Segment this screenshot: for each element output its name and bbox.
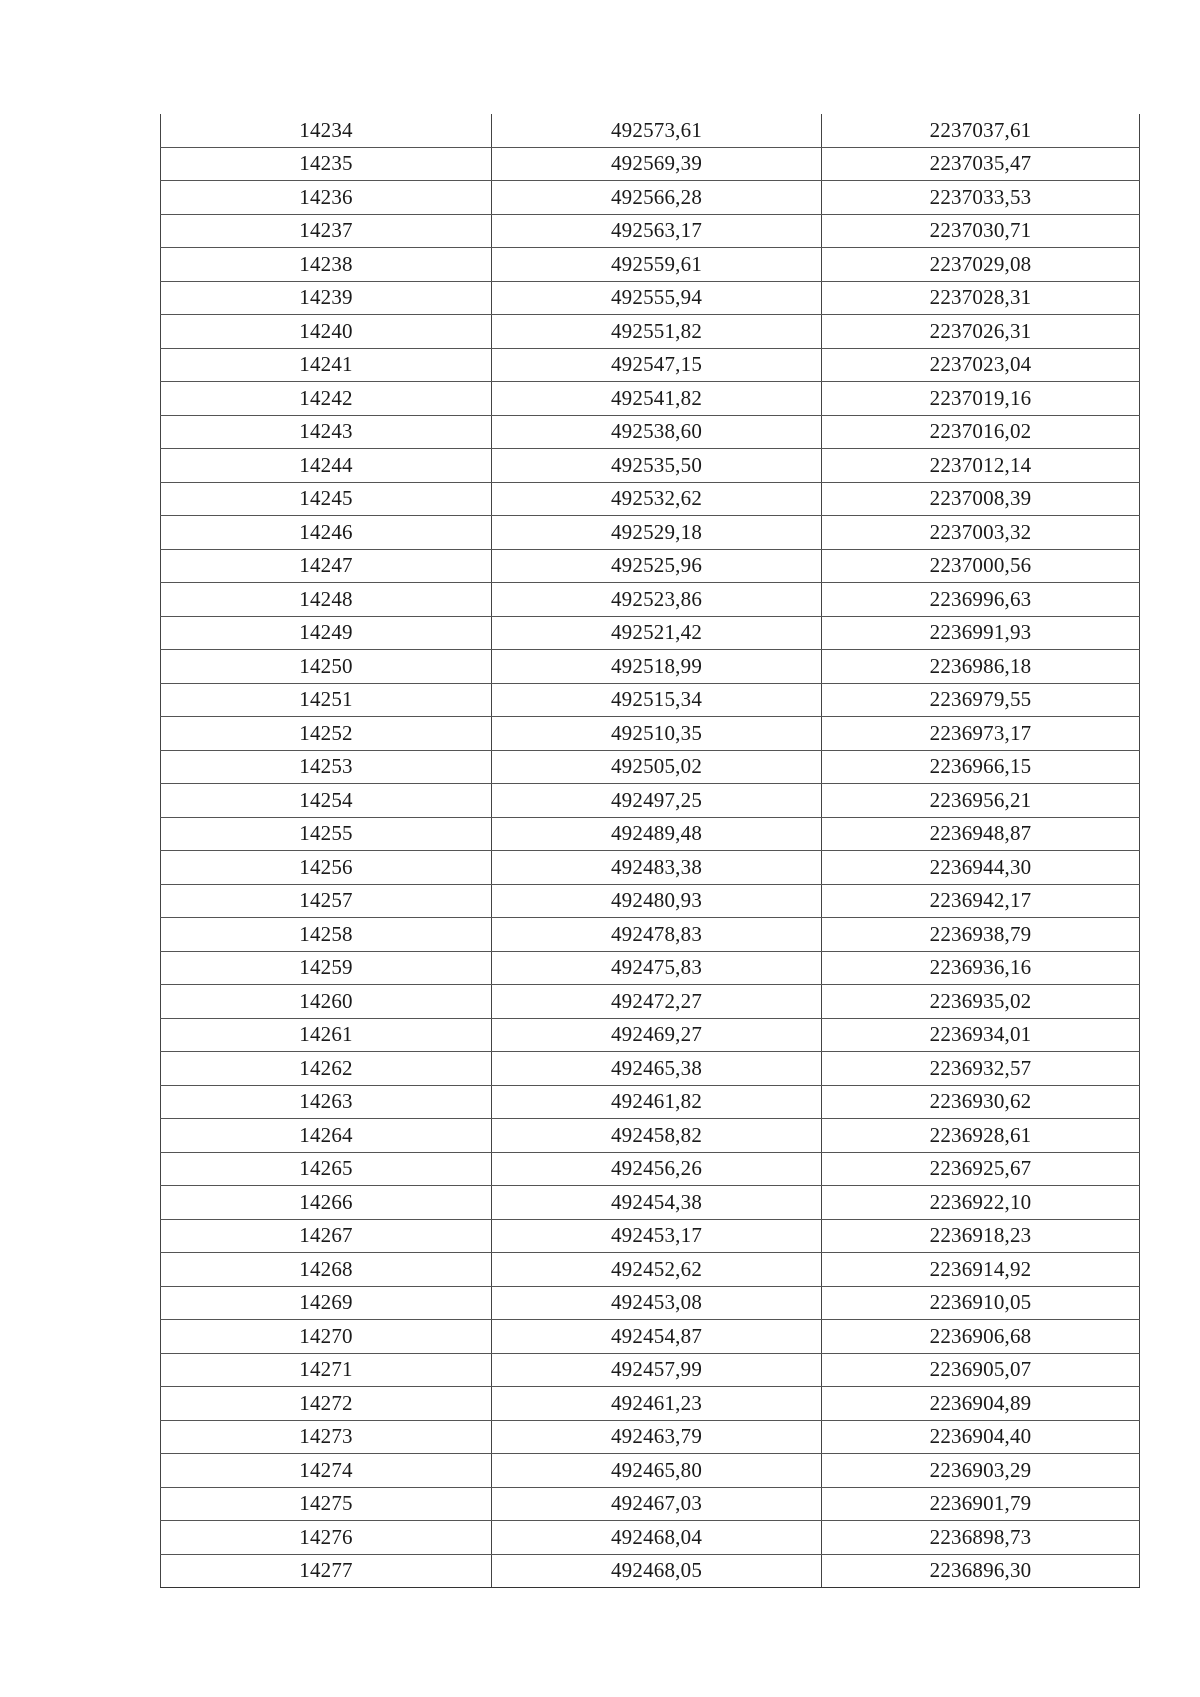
point-number-cell: 14259 bbox=[161, 951, 492, 985]
table-row bbox=[161, 1387, 1140, 1421]
x-coordinate-cell: 492515,34 bbox=[492, 683, 822, 717]
table-row bbox=[161, 918, 1140, 952]
table-row bbox=[161, 415, 1140, 449]
point-number-cell: 14249 bbox=[161, 616, 492, 650]
y-coordinate-cell: 2236944,30 bbox=[822, 851, 1140, 885]
x-coordinate-cell: 492456,26 bbox=[492, 1152, 822, 1186]
x-coordinate-cell: 492525,96 bbox=[492, 549, 822, 583]
y-coordinate-cell: 2237028,31 bbox=[822, 281, 1140, 315]
y-coordinate-cell: 2237029,08 bbox=[822, 248, 1140, 282]
y-coordinate-cell: 2236942,17 bbox=[822, 884, 1140, 918]
table-row bbox=[161, 1253, 1140, 1287]
x-coordinate-cell: 492489,48 bbox=[492, 817, 822, 851]
x-coordinate-cell: 492510,35 bbox=[492, 717, 822, 751]
y-coordinate-cell: 2236934,01 bbox=[822, 1018, 1140, 1052]
y-coordinate-cell: 2236922,10 bbox=[822, 1186, 1140, 1220]
x-coordinate-cell: 492518,99 bbox=[492, 650, 822, 684]
x-coordinate-cell: 492472,27 bbox=[492, 985, 822, 1019]
x-coordinate-cell: 492535,50 bbox=[492, 449, 822, 483]
x-coordinate-cell: 492563,17 bbox=[492, 214, 822, 248]
point-number-cell: 14253 bbox=[161, 750, 492, 784]
point-number-cell: 14248 bbox=[161, 583, 492, 617]
y-coordinate-cell: 2236966,15 bbox=[822, 750, 1140, 784]
table-row bbox=[161, 817, 1140, 851]
y-coordinate-cell: 2236898,73 bbox=[822, 1521, 1140, 1555]
table-row bbox=[161, 1052, 1140, 1086]
x-coordinate-cell: 492454,38 bbox=[492, 1186, 822, 1220]
table-row bbox=[161, 1420, 1140, 1454]
x-coordinate-cell: 492480,93 bbox=[492, 884, 822, 918]
x-coordinate-cell: 492469,27 bbox=[492, 1018, 822, 1052]
table-row bbox=[161, 214, 1140, 248]
table-row bbox=[161, 1554, 1140, 1588]
x-coordinate-cell: 492454,87 bbox=[492, 1320, 822, 1354]
y-coordinate-cell: 2236938,79 bbox=[822, 918, 1140, 952]
point-number-cell: 14242 bbox=[161, 382, 492, 416]
table-row bbox=[161, 248, 1140, 282]
y-coordinate-cell: 2236928,61 bbox=[822, 1119, 1140, 1153]
y-coordinate-cell: 2236973,17 bbox=[822, 717, 1140, 751]
table-row bbox=[161, 583, 1140, 617]
x-coordinate-cell: 492532,62 bbox=[492, 482, 822, 516]
x-coordinate-cell: 492467,03 bbox=[492, 1487, 822, 1521]
point-number-cell: 14240 bbox=[161, 315, 492, 349]
y-coordinate-cell: 2236918,23 bbox=[822, 1219, 1140, 1253]
point-number-cell: 14266 bbox=[161, 1186, 492, 1220]
x-coordinate-cell: 492463,79 bbox=[492, 1420, 822, 1454]
x-coordinate-cell: 492523,86 bbox=[492, 583, 822, 617]
point-number-cell: 14260 bbox=[161, 985, 492, 1019]
x-coordinate-cell: 492457,99 bbox=[492, 1353, 822, 1387]
y-coordinate-cell: 2237000,56 bbox=[822, 549, 1140, 583]
x-coordinate-cell: 492497,25 bbox=[492, 784, 822, 818]
table-row bbox=[161, 449, 1140, 483]
point-number-cell: 14277 bbox=[161, 1554, 492, 1588]
point-number-cell: 14257 bbox=[161, 884, 492, 918]
y-coordinate-cell: 2236935,02 bbox=[822, 985, 1140, 1019]
point-number-cell: 14237 bbox=[161, 214, 492, 248]
x-coordinate-cell: 492461,82 bbox=[492, 1085, 822, 1119]
x-coordinate-cell: 492458,82 bbox=[492, 1119, 822, 1153]
y-coordinate-cell: 2237035,47 bbox=[822, 147, 1140, 181]
x-coordinate-cell: 492573,61 bbox=[492, 114, 822, 147]
x-coordinate-cell: 492475,83 bbox=[492, 951, 822, 985]
table-row bbox=[161, 784, 1140, 818]
point-number-cell: 14234 bbox=[161, 114, 492, 147]
y-coordinate-cell: 2237026,31 bbox=[822, 315, 1140, 349]
table-row bbox=[161, 616, 1140, 650]
x-coordinate-cell: 492541,82 bbox=[492, 382, 822, 416]
point-number-cell: 14245 bbox=[161, 482, 492, 516]
y-coordinate-cell: 2236910,05 bbox=[822, 1286, 1140, 1320]
table-row bbox=[161, 1454, 1140, 1488]
table-row bbox=[161, 884, 1140, 918]
point-number-cell: 14244 bbox=[161, 449, 492, 483]
x-coordinate-cell: 492478,83 bbox=[492, 918, 822, 952]
point-number-cell: 14252 bbox=[161, 717, 492, 751]
x-coordinate-cell: 492453,08 bbox=[492, 1286, 822, 1320]
point-number-cell: 14256 bbox=[161, 851, 492, 885]
point-number-cell: 14238 bbox=[161, 248, 492, 282]
y-coordinate-cell: 2236925,67 bbox=[822, 1152, 1140, 1186]
y-coordinate-cell: 2236930,62 bbox=[822, 1085, 1140, 1119]
point-number-cell: 14272 bbox=[161, 1387, 492, 1421]
point-number-cell: 14269 bbox=[161, 1286, 492, 1320]
y-coordinate-cell: 2237012,14 bbox=[822, 449, 1140, 483]
point-number-cell: 14255 bbox=[161, 817, 492, 851]
y-coordinate-cell: 2236904,89 bbox=[822, 1387, 1140, 1421]
x-coordinate-cell: 492505,02 bbox=[492, 750, 822, 784]
y-coordinate-cell: 2236991,93 bbox=[822, 616, 1140, 650]
x-coordinate-cell: 492452,62 bbox=[492, 1253, 822, 1287]
y-coordinate-cell: 2236932,57 bbox=[822, 1052, 1140, 1086]
table-row bbox=[161, 1085, 1140, 1119]
table-row bbox=[161, 1186, 1140, 1220]
y-coordinate-cell: 2236903,29 bbox=[822, 1454, 1140, 1488]
table-row bbox=[161, 181, 1140, 215]
point-number-cell: 14263 bbox=[161, 1085, 492, 1119]
x-coordinate-cell: 492559,61 bbox=[492, 248, 822, 282]
y-coordinate-cell: 2236956,21 bbox=[822, 784, 1140, 818]
point-number-cell: 14235 bbox=[161, 147, 492, 181]
x-coordinate-cell: 492529,18 bbox=[492, 516, 822, 550]
table-row bbox=[161, 951, 1140, 985]
x-coordinate-cell: 492461,23 bbox=[492, 1387, 822, 1421]
point-number-cell: 14270 bbox=[161, 1320, 492, 1354]
y-coordinate-cell: 2237019,16 bbox=[822, 382, 1140, 416]
y-coordinate-cell: 2236948,87 bbox=[822, 817, 1140, 851]
table-row bbox=[161, 1219, 1140, 1253]
table-row bbox=[161, 348, 1140, 382]
y-coordinate-cell: 2236905,07 bbox=[822, 1353, 1140, 1387]
x-coordinate-cell: 492521,42 bbox=[492, 616, 822, 650]
point-number-cell: 14273 bbox=[161, 1420, 492, 1454]
point-number-cell: 14271 bbox=[161, 1353, 492, 1387]
point-number-cell: 14251 bbox=[161, 683, 492, 717]
y-coordinate-cell: 2236896,30 bbox=[822, 1554, 1140, 1588]
table-row bbox=[161, 1286, 1140, 1320]
x-coordinate-cell: 492453,17 bbox=[492, 1219, 822, 1253]
y-coordinate-cell: 2236986,18 bbox=[822, 650, 1140, 684]
y-coordinate-cell: 2237037,61 bbox=[822, 114, 1140, 147]
table-row bbox=[161, 717, 1140, 751]
table-row bbox=[161, 1487, 1140, 1521]
point-number-cell: 14274 bbox=[161, 1454, 492, 1488]
table-row bbox=[161, 985, 1140, 1019]
point-number-cell: 14246 bbox=[161, 516, 492, 550]
point-number-cell: 14247 bbox=[161, 549, 492, 583]
point-number-cell: 14264 bbox=[161, 1119, 492, 1153]
point-number-cell: 14268 bbox=[161, 1253, 492, 1287]
table-row bbox=[161, 147, 1140, 181]
table-row bbox=[161, 281, 1140, 315]
table-row bbox=[161, 1353, 1140, 1387]
y-coordinate-cell: 2237033,53 bbox=[822, 181, 1140, 215]
table-row bbox=[161, 1521, 1140, 1555]
table-row bbox=[161, 549, 1140, 583]
y-coordinate-cell: 2237023,04 bbox=[822, 348, 1140, 382]
x-coordinate-cell: 492465,38 bbox=[492, 1052, 822, 1086]
x-coordinate-cell: 492569,39 bbox=[492, 147, 822, 181]
table-row bbox=[161, 650, 1140, 684]
point-number-cell: 14275 bbox=[161, 1487, 492, 1521]
table-row bbox=[161, 1018, 1140, 1052]
point-number-cell: 14239 bbox=[161, 281, 492, 315]
point-number-cell: 14261 bbox=[161, 1018, 492, 1052]
y-coordinate-cell: 2237008,39 bbox=[822, 482, 1140, 516]
x-coordinate-cell: 492547,15 bbox=[492, 348, 822, 382]
point-number-cell: 14254 bbox=[161, 784, 492, 818]
point-number-cell: 14265 bbox=[161, 1152, 492, 1186]
x-coordinate-cell: 492538,60 bbox=[492, 415, 822, 449]
point-number-cell: 14262 bbox=[161, 1052, 492, 1086]
point-number-cell: 14241 bbox=[161, 348, 492, 382]
point-number-cell: 14276 bbox=[161, 1521, 492, 1555]
table-row bbox=[161, 1320, 1140, 1354]
table-row bbox=[161, 382, 1140, 416]
coordinates-table-body bbox=[161, 114, 1140, 1588]
table-row bbox=[161, 851, 1140, 885]
x-coordinate-cell: 492483,38 bbox=[492, 851, 822, 885]
table-row bbox=[161, 1119, 1140, 1153]
y-coordinate-cell: 2236996,63 bbox=[822, 583, 1140, 617]
y-coordinate-cell: 2236936,16 bbox=[822, 951, 1140, 985]
y-coordinate-cell: 2237030,71 bbox=[822, 214, 1140, 248]
y-coordinate-cell: 2236914,92 bbox=[822, 1253, 1140, 1287]
point-number-cell: 14250 bbox=[161, 650, 492, 684]
y-coordinate-cell: 2236904,40 bbox=[822, 1420, 1140, 1454]
point-number-cell: 14258 bbox=[161, 918, 492, 952]
table-row bbox=[161, 114, 1140, 147]
coordinates-table bbox=[160, 114, 1140, 1588]
x-coordinate-cell: 492551,82 bbox=[492, 315, 822, 349]
y-coordinate-cell: 2236979,55 bbox=[822, 683, 1140, 717]
table-row bbox=[161, 750, 1140, 784]
x-coordinate-cell: 492468,05 bbox=[492, 1554, 822, 1588]
y-coordinate-cell: 2236906,68 bbox=[822, 1320, 1140, 1354]
y-coordinate-cell: 2237003,32 bbox=[822, 516, 1140, 550]
point-number-cell: 14243 bbox=[161, 415, 492, 449]
y-coordinate-cell: 2236901,79 bbox=[822, 1487, 1140, 1521]
table-row bbox=[161, 315, 1140, 349]
table-row bbox=[161, 516, 1140, 550]
table-row bbox=[161, 482, 1140, 516]
x-coordinate-cell: 492465,80 bbox=[492, 1454, 822, 1488]
x-coordinate-cell: 492468,04 bbox=[492, 1521, 822, 1555]
point-number-cell: 14236 bbox=[161, 181, 492, 215]
table-row bbox=[161, 1152, 1140, 1186]
x-coordinate-cell: 492566,28 bbox=[492, 181, 822, 215]
table-row bbox=[161, 683, 1140, 717]
y-coordinate-cell: 2237016,02 bbox=[822, 415, 1140, 449]
x-coordinate-cell: 492555,94 bbox=[492, 281, 822, 315]
point-number-cell: 14267 bbox=[161, 1219, 492, 1253]
